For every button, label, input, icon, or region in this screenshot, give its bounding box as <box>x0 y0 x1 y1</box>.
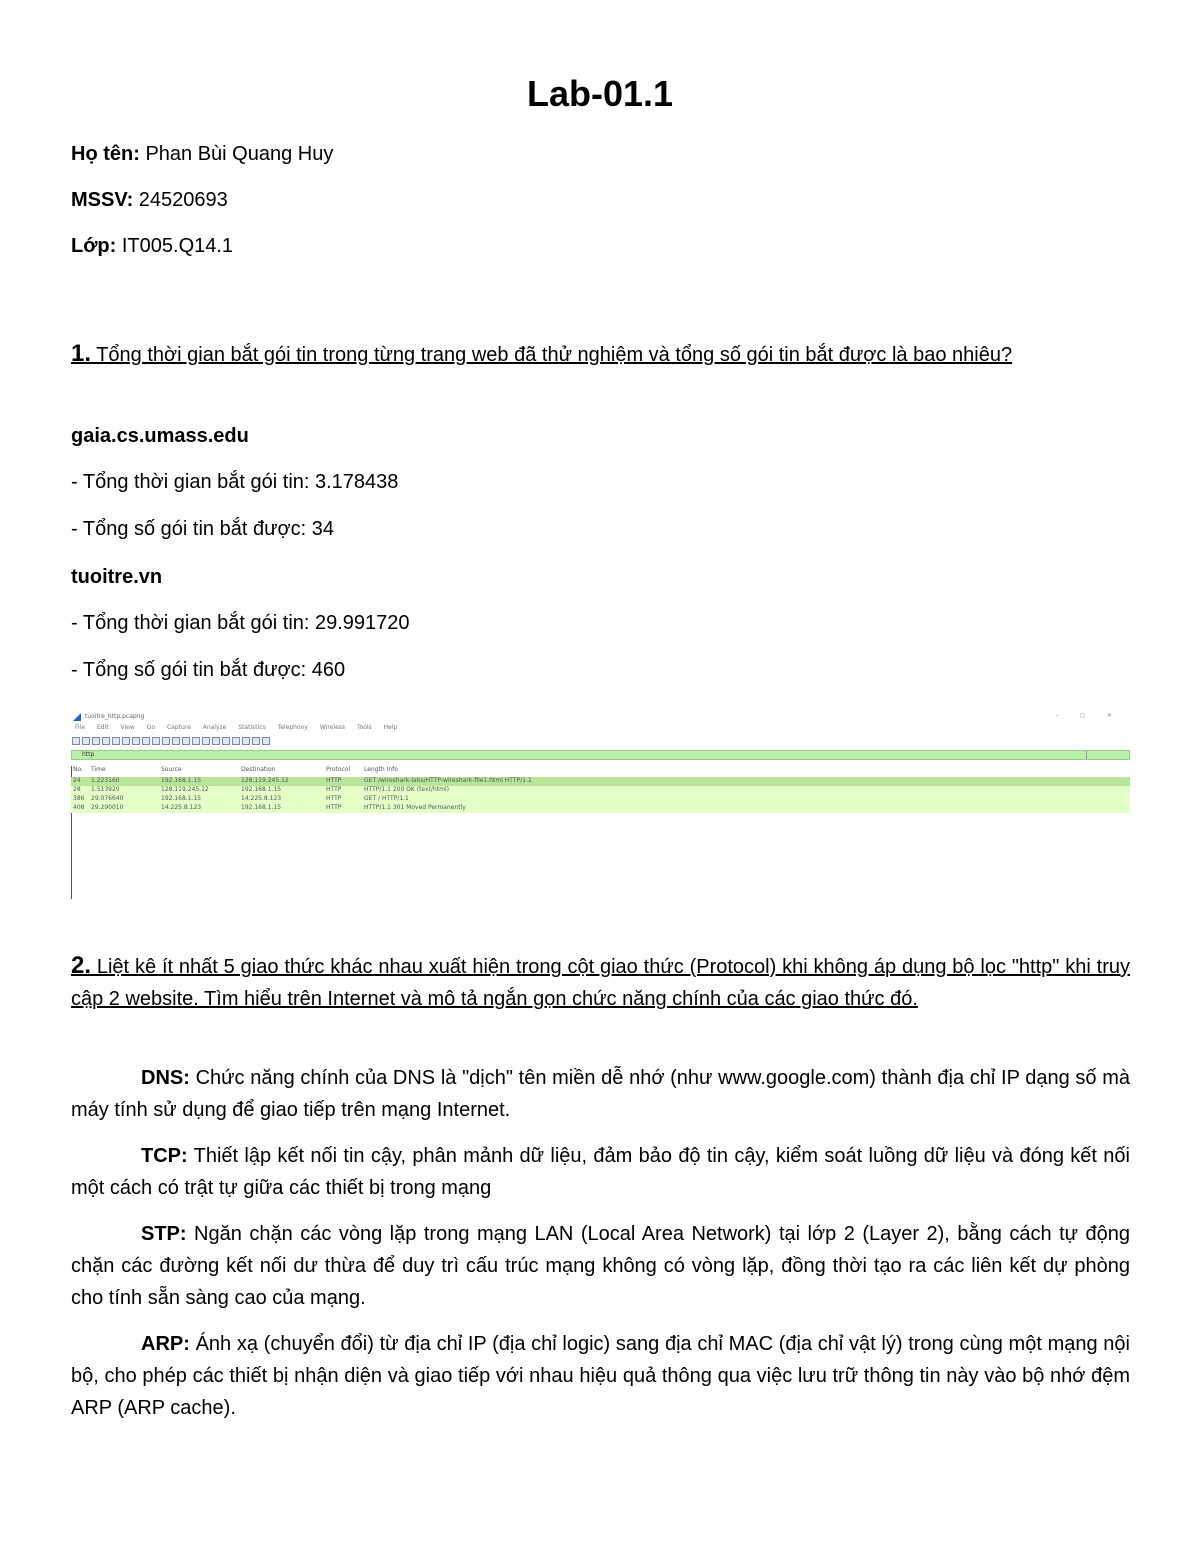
menu-telephony[interactable]: Telephony <box>277 724 308 731</box>
table-row[interactable] <box>71 777 1130 786</box>
packet-list-header <box>71 766 1130 776</box>
question-2 <box>71 950 1130 1015</box>
site-1-name: gaia.cs.umass.edu <box>71 425 249 447</box>
menu-analyze[interactable]: Analyze <box>202 724 227 731</box>
packet-list <box>71 777 1130 813</box>
cell-protocol: HTTP <box>326 777 342 784</box>
cell-info: HTTP/1.1 200 OK (text/html) <box>364 786 449 793</box>
cell-protocol: HTTP <box>326 786 342 793</box>
table-row[interactable] <box>71 795 1130 804</box>
cell-time: 29.290010 <box>91 804 124 811</box>
menu-go[interactable]: Go <box>146 724 156 731</box>
info-class-value: IT005.Q14.1 <box>116 235 234 257</box>
cell-source: 192.168.1.15 <box>161 795 202 802</box>
info-name-label: Họ tên: <box>71 143 140 165</box>
info-student-id-value: 24520693 <box>133 189 228 211</box>
menu-edit[interactable]: Edit <box>96 724 109 731</box>
cell-destination: 192.168.1.15 <box>241 786 282 793</box>
toolbar-first-icon[interactable] <box>192 737 200 745</box>
cell-destination: 192.168.1.15 <box>241 804 282 811</box>
page-title: Lab-01.1 <box>526 73 674 114</box>
cell-destination: 14.225.8.123 <box>241 795 282 802</box>
col-header-no[interactable]: No. <box>73 766 83 773</box>
protocol-arp-name: ARP: <box>141 1333 190 1355</box>
info-name <box>71 141 333 167</box>
cell-time: 29.076640 <box>91 795 124 802</box>
wireshark-screenshot <box>71 711 1130 899</box>
toolbar-colorize-icon[interactable] <box>222 737 230 745</box>
wireshark-titlebar <box>71 711 1130 723</box>
toolbar-last-icon[interactable] <box>202 737 210 745</box>
menu-file[interactable]: File <box>75 724 86 731</box>
info-student-id-label: MSSV: <box>71 189 134 211</box>
display-filter-text[interactable]: http <box>82 751 95 758</box>
toolbar-restart-icon[interactable] <box>92 737 100 745</box>
protocol-dns-name: DNS: <box>141 1067 190 1089</box>
protocol-dns-desc: Chức năng chính của DNS là "dịch" tên miền dễ nhớ (như www.google.com) thành địa chỉ IP dạng số mà máy tính sử dụng để giao tiếp trên mạng Internet. <box>71 1067 1130 1121</box>
info-class <box>71 233 233 259</box>
protocol-stp <box>71 1218 1130 1314</box>
site-2-count: - Tổng số gói tin bắt được: 460 <box>71 659 346 681</box>
question-1-number: 1. <box>71 340 92 367</box>
question-1 <box>71 338 1130 371</box>
site-1-time: - Tổng thời gian bắt gói tin: 3.178438 <box>71 471 399 493</box>
toolbar-forward-icon[interactable] <box>172 737 180 745</box>
cell-protocol: HTTP <box>326 795 342 802</box>
menu-view[interactable]: View <box>120 724 135 731</box>
wireshark-logo-icon <box>73 713 81 721</box>
toolbar-zoom-reset-icon[interactable] <box>252 737 260 745</box>
menu-tools[interactable]: Tools <box>356 724 372 731</box>
wireshark-toolbar <box>71 735 1130 747</box>
menu-help[interactable]: Help <box>383 724 398 731</box>
site-2-name: tuoitre.vn <box>71 566 163 588</box>
cell-time: 1.223160 <box>91 777 120 784</box>
cell-no: 386 <box>73 795 85 802</box>
table-row[interactable] <box>71 804 1130 813</box>
cell-time: 1.513920 <box>91 786 120 793</box>
toolbar-close-icon[interactable] <box>132 737 140 745</box>
toolbar-back-icon[interactable] <box>162 737 170 745</box>
protocol-dns <box>71 1062 1130 1126</box>
toolbar-save-icon[interactable] <box>122 737 130 745</box>
cell-info: GET /wireshark-labs/HTTP-wireshark-file1.html HTTP/1.1 <box>364 777 532 784</box>
toolbar-autoscroll-icon[interactable] <box>212 737 220 745</box>
info-name-value: Phan Bùi Quang Huy <box>139 143 334 165</box>
col-header-length-info[interactable]: Length Info <box>364 766 398 773</box>
col-header-source[interactable]: Source <box>161 766 182 773</box>
cell-source: 192.168.1.15 <box>161 777 202 784</box>
wireshark-menubar <box>71 724 1130 734</box>
toolbar-goto-icon[interactable] <box>182 737 190 745</box>
filter-apply-button[interactable] <box>1086 751 1127 759</box>
cell-protocol: HTTP <box>326 804 342 811</box>
toolbar-open-icon[interactable] <box>112 737 120 745</box>
window-controls-icon: – ◻ ✕ <box>1055 712 1122 719</box>
toolbar-resize-columns-icon[interactable] <box>262 737 270 745</box>
wireshark-window-title: tuoitre_http.pcapng <box>85 713 145 720</box>
cell-source: 128.119.245.12 <box>161 786 209 793</box>
toolbar-stop-icon[interactable] <box>82 737 90 745</box>
col-header-protocol[interactable]: Protocol <box>326 766 351 773</box>
protocol-arp-desc: Ánh xạ (chuyển đổi) từ địa chỉ IP (địa chỉ logic) sang địa chỉ MAC (địa chỉ vật lý) trong cùng một mạng nội bộ, cho phép các thiết bị nhận diện và giao tiếp với nhau hiệu quả thông qua việc lưu trữ thông tin này vào bộ nhớ đệm ARP (ARP cache). <box>71 1333 1130 1419</box>
cell-no: 28 <box>73 786 81 793</box>
cell-info: HTTP/1.1 301 Moved Permanently <box>364 804 466 811</box>
protocol-tcp <box>71 1140 1130 1204</box>
menu-wireless[interactable]: Wireless <box>319 724 346 731</box>
cell-destination: 128.119.245.12 <box>241 777 289 784</box>
display-filter-bar[interactable] <box>71 750 1130 760</box>
cell-source: 14.225.8.123 <box>161 804 202 811</box>
question-1-text: Tổng thời gian bắt gói tin trong từng trang web đã thử nghiệm và tổng số gói tin bắt được là bao nhiêu? <box>91 344 1013 366</box>
protocol-arp <box>71 1328 1130 1424</box>
cell-no: 408 <box>73 804 85 811</box>
cell-info: GET / HTTP/1.1 <box>364 795 409 802</box>
toolbar-zoom-out-icon[interactable] <box>242 737 250 745</box>
toolbar-zoom-in-icon[interactable] <box>232 737 240 745</box>
question-2-number: 2. <box>71 952 92 979</box>
site-2-time: - Tổng thời gian bắt gói tin: 29.991720 <box>71 612 410 634</box>
toolbar-start-icon[interactable] <box>72 737 80 745</box>
info-class-label: Lớp: <box>71 235 117 257</box>
protocol-stp-name: STP: <box>141 1223 187 1245</box>
question-2-text: Liệt kê ít nhất 5 giao thức khác nhau xuất hiện trong cột giao thức (Protocol) khi không áp dụng bộ lọc "http" khi truy cập 2 website. Tìm hiểu trên Internet và mô tả ngắn gọn chức năng chính của các giao thức đó. <box>71 956 1130 1010</box>
cell-no: 24 <box>73 777 81 784</box>
info-student-id <box>71 187 228 213</box>
toolbar-options-icon[interactable] <box>102 737 110 745</box>
toolbar-find-icon[interactable] <box>152 737 160 745</box>
site-1-count: - Tổng số gói tin bắt được: 34 <box>71 518 334 540</box>
menu-statistics[interactable]: Statistics <box>238 724 266 731</box>
table-row[interactable] <box>71 786 1130 795</box>
toolbar-reload-icon[interactable] <box>142 737 150 745</box>
protocol-tcp-name: TCP: <box>141 1145 188 1167</box>
col-header-time[interactable]: Time <box>91 766 106 773</box>
protocol-tcp-desc: Thiết lập kết nối tin cậy, phân mảnh dữ liệu, đảm bảo độ tin cậy, kiểm soát luồng dữ liệu và đóng kết nối một cách có trật tự giữa các thiết bị trong mạng <box>71 1145 1130 1199</box>
col-header-destination[interactable]: Destination <box>241 766 276 773</box>
menu-capture[interactable]: Capture <box>166 724 191 731</box>
protocol-stp-desc: Ngăn chặn các vòng lặp trong mạng LAN (Local Area Network) tại lớp 2 (Layer 2), bằng cách tự động chặn các đường kết nối dư thừa để duy trì cấu trúc mạng không có vòng lặp, đồng thời tạo ra các liên kết dự phòng cho tính sẵn sàng cao của mạng. <box>71 1223 1130 1309</box>
